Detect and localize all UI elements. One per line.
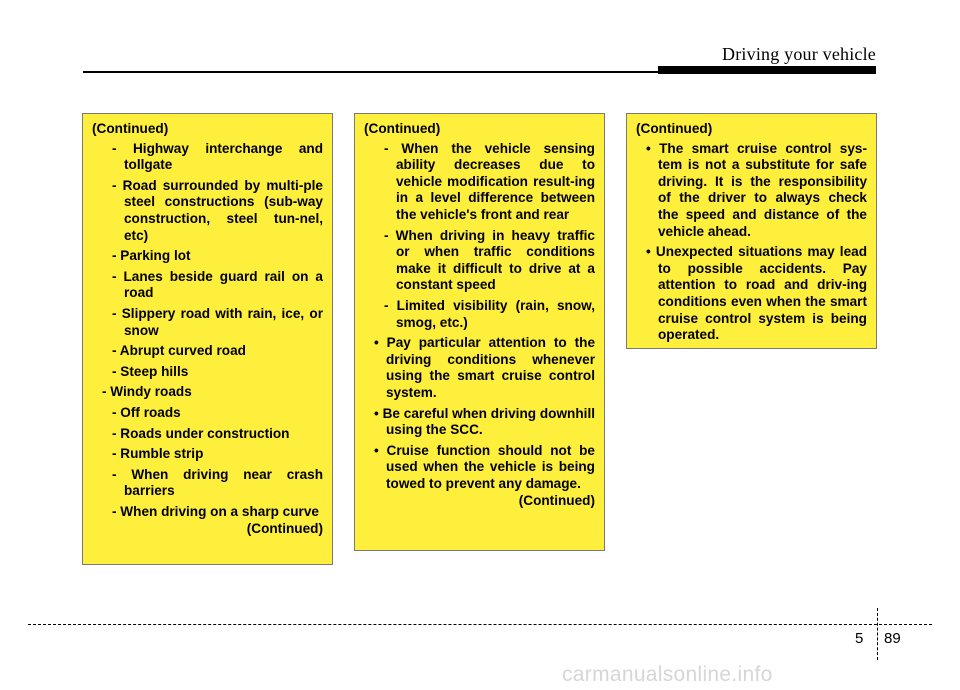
caution-box-1 <box>82 113 333 565</box>
list-item: - Abrupt curved road <box>112 343 246 359</box>
running-header: Driving your vehicle <box>722 44 876 64</box>
continued-label: (Continued) <box>92 121 169 136</box>
list-item: - Steep hills <box>112 363 189 379</box>
list-item: - Lanes beside guard rail on a road <box>112 268 323 301</box>
continued-label: (Continued) <box>636 121 713 136</box>
list-item: - Slippery road with rain, ice, or snow <box>112 305 323 338</box>
continued-label: (Continued) <box>518 493 595 509</box>
page-divider <box>877 608 878 660</box>
caution-box-3 <box>626 113 877 349</box>
caution-box-2 <box>354 113 605 551</box>
list-item: - Rumble strip <box>112 446 204 462</box>
bullet-item: • Unexpected situations may lead to possible accidents. Pay attention to road and driv-ing conditions even when the smart cruise control system is being operated. <box>646 244 867 343</box>
footer-rule <box>28 624 932 625</box>
header-rule-thick <box>658 66 876 74</box>
bullet-item: • Be careful when driving downhill using the SCC. <box>374 405 595 438</box>
bullet-item: • Cruise function should not be used when the vehicle is being towed to prevent any damage. <box>374 442 595 491</box>
bullet-item: • Pay particular attention to the driving conditions whenever using the smart cruise control system. <box>374 335 595 400</box>
list-item: - When driving in heavy traffic or when traffic conditions make it difficult to drive at a constant speed <box>384 227 595 293</box>
list-item: - Off roads <box>112 404 181 420</box>
header-rule <box>83 71 683 73</box>
watermark: carmanualsonline.info <box>562 663 773 686</box>
list-item: - Road surrounded by multi-ple steel constructions (sub-way construction, steel tun-nel, etc) <box>112 177 323 243</box>
page-number: 89 <box>884 630 901 647</box>
list-item: - When driving near crash barriers <box>112 466 323 499</box>
list-item: - When driving on a sharp curve <box>112 503 319 519</box>
chapter-number: 5 <box>855 630 864 647</box>
list-item: - Windy roads <box>102 384 192 400</box>
continued-label: (Continued) <box>246 521 323 537</box>
list-item: - When the vehicle sensing ability decreases due to vehicle modification result-ing in a level difference between the vehicle's front and rear <box>384 140 595 222</box>
list-item: - Parking lot <box>112 248 191 264</box>
list-item: - Roads under construction <box>112 425 290 441</box>
continued-label: (Continued) <box>364 121 441 136</box>
list-item: - Highway interchange and tollgate <box>112 140 323 173</box>
list-item: - Limited visibility (rain, snow, smog, etc.) <box>384 297 595 330</box>
bullet-item: • The smart cruise control sys-tem is not a substitute for safe driving. It is the responsibility of the driver to always check the speed and distance of the vehicle ahead. <box>646 140 867 239</box>
